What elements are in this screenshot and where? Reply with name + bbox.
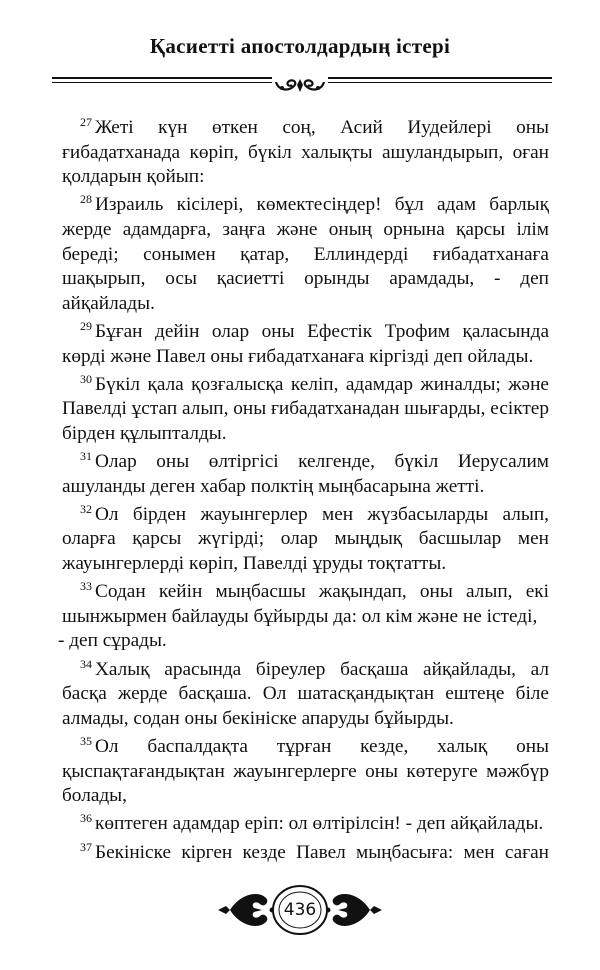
verse-number: 27 [80,115,92,129]
verse-content: Бұған дейін олар оны Ефестік Трофим қаласында көрді және Павел оны ғибадатханаға кіргізді деп ойлады. [62,320,549,367]
verse-28 [62,193,549,316]
verse-35 [62,735,549,809]
verse-number: 34 [80,656,92,671]
verse-content: Жеті күн өткен соң, Асий Иудейлері оны ғибадатханада көріп, бүкіл халықты ашуландырып, оған қолдарын қойып: [62,117,549,188]
verse-content: Бүкіл қала қозғалысқа келіп, адамдар жиналды; және Павелді ұстап алып, оны ғибадатханадан шығарды, есіктер бірден құлыпталды. [62,373,549,444]
page-number-ornament [200,880,400,940]
verse-30 [62,373,549,447]
verse-number: 33 [80,579,92,594]
verse-number: 37 [80,839,92,854]
verse-27 [62,116,549,190]
verse-content: Израиль кісілері, көмектесіңдер! бұл адам барлық жерде адамдарға, заңға және оның орнына қарсы ілім береді; сонымен қатар, Еллиндерді ғибадатханаға шақырып, осы қасиетті орынды арамдады, - деп айқайлады. [62,194,549,314]
verse-content: көптеген адамдар еріп: ол өлтірілсін! - деп айқайлады. [95,813,544,835]
verse-32 [62,503,549,577]
verse-content: Ол бірден жауынгерлер мен жүзбасыларды алып, оларға қарсы жүгірді; олар мыңдық басшылар мен жауынгерлерді көріп, Павелді ұруды тоқтатты. [62,503,549,575]
running-header-title: Қасиетті апостолдардың істері [149,34,451,58]
verse-33 [62,580,549,629]
verse-29 [62,320,549,369]
verse-number: 36 [80,811,92,826]
ornament-icon [272,76,328,96]
verse-content: Содан кейін мыңбасшы жақындап, оны алып, екі шынжырмен байлауды бұйырды да: ол кім және не істеді, [62,581,549,627]
verse-content: Халық арасында біреулер басқаша айқайлады, ал басқа жерде басқаша. Ол шатасқандықтан ештеңе біле алмады, содан оны бекініске апаруды бұйырды. [62,658,549,729]
verse-content: Ол баспалдақта тұрған кезде, халық оны қыспақтағандықтан жауынгерлерге оны көтеруге мәжбүр болады, [62,736,549,807]
verse-31 [62,450,549,499]
verse-number: 29 [80,318,92,333]
verse-content: Олар оны өлтіргісі келгенде, бүкіл Иерусалим ашуланды деген хабар полктің мыңбасарына жетті. [62,451,549,497]
verse-34 [62,658,549,732]
page-number: 436 [283,900,317,920]
verse-37 [62,841,549,866]
verse-number: 32 [80,501,92,516]
verse-number: 31 [80,449,92,464]
verse-36 [62,812,549,837]
verse-text [58,115,549,869]
verse-number: 35 [80,734,92,748]
verse-content: Бекініске кірген кезде Павел мыңбасыға: мен саған [95,841,549,863]
verse-33-continuation: - деп сұрады. [58,630,167,652]
verse-number: 30 [80,371,92,386]
verse-number: 28 [80,192,92,207]
